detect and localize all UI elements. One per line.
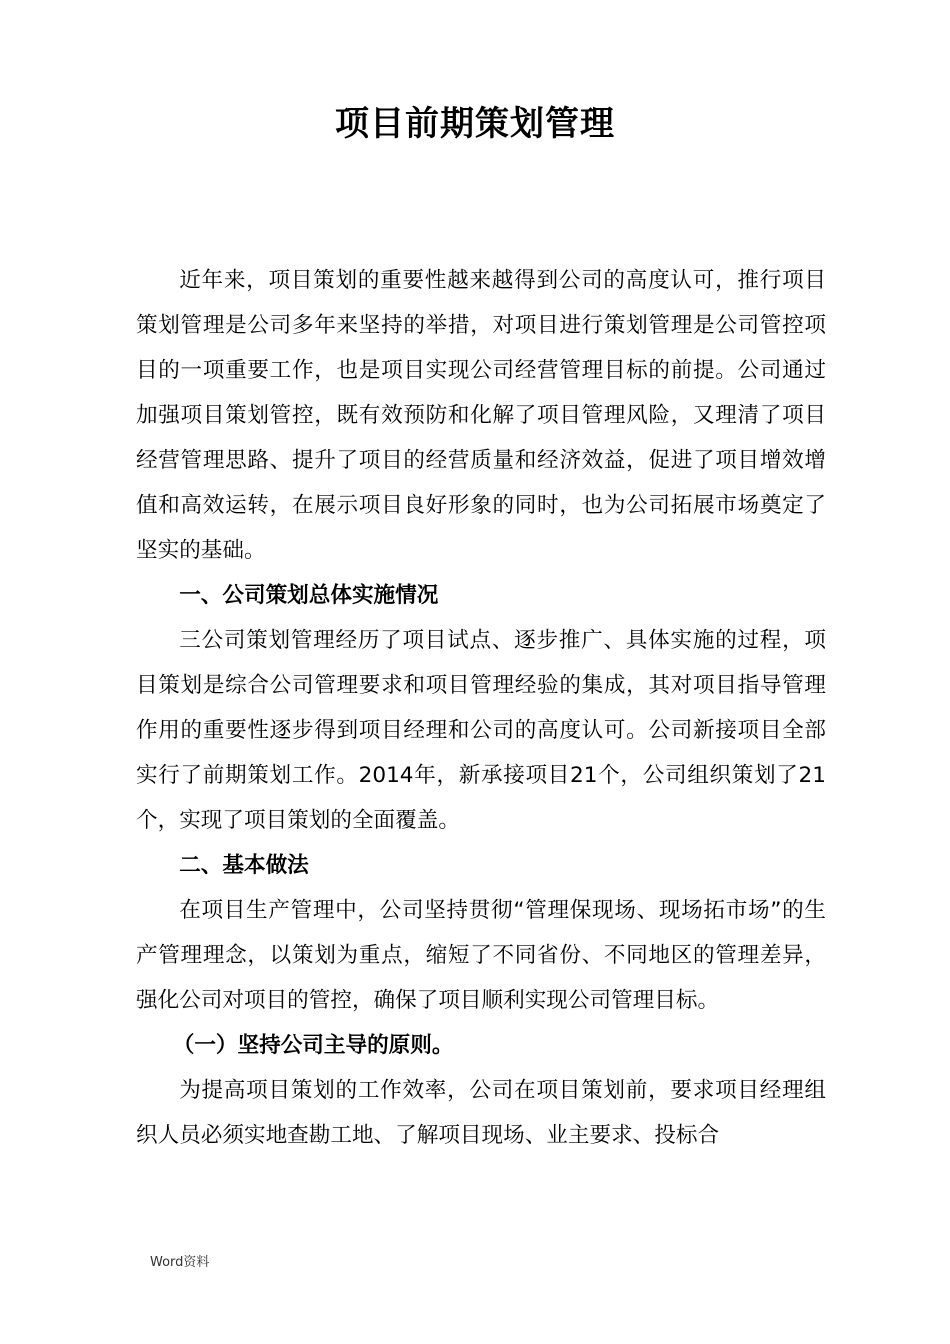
- page-title: 项目前期策划管理: [335, 104, 615, 144]
- footer-label: Word资料: [150, 1255, 210, 1270]
- section-2-paragraph: 在项目生产管理中，公司坚持贯彻“管理保现场、现场拓市场”的生产管理理念，以策划为重点，缩短了不同省份、不同地区的管理差异，强化公司对项目的管控，确保了项目顺利实现公司管理目标。: [136, 898, 826, 1013]
- section-heading-1: 一、公司策划总体实施情况: [179, 583, 439, 608]
- subsection-1-paragraph: 为提高项目策划的工作效率，公司在项目策划前，要求项目经理组织人员必须实地查勘工地、了解项目现场、业主要求、投标合: [136, 1078, 826, 1148]
- subsection-heading-1: （一）坚持公司主导的原则。: [172, 1033, 454, 1058]
- document-body: [136, 258, 826, 1158]
- section-heading-2: 二、基本做法: [179, 853, 309, 878]
- intro-paragraph: 近年来，项目策划的重要性越来越得到公司的高度认可，推行项目策划管理是公司多年来坚持的举措，对项目进行策划管理是公司管控项目的一项重要工作，也是项目实现公司经营管理目标的前提。公司通过加强项目策划管控，既有效预防和化解了项目管理风险，又理清了项目经营管理思路、提升了项目的经营质量和经济效益，促进了项目增效增值和高效运转，在展示项目良好形象的同时，也为公司拓展市场奠定了坚实的基础。: [136, 268, 826, 563]
- section-1-paragraph: 三公司策划管理经历了项目试点、逐步推广、具体实施的过程，项目策划是综合公司管理要求和项目管理经验的集成，其对项目指导管理作用的重要性逐步得到项目经理和公司的高度认可。公司新接项目全部实行了前期策划工作。2014年，新承接项目21个，公司组织策划了21个，实现了项目策划的全面覆盖。: [136, 628, 826, 833]
